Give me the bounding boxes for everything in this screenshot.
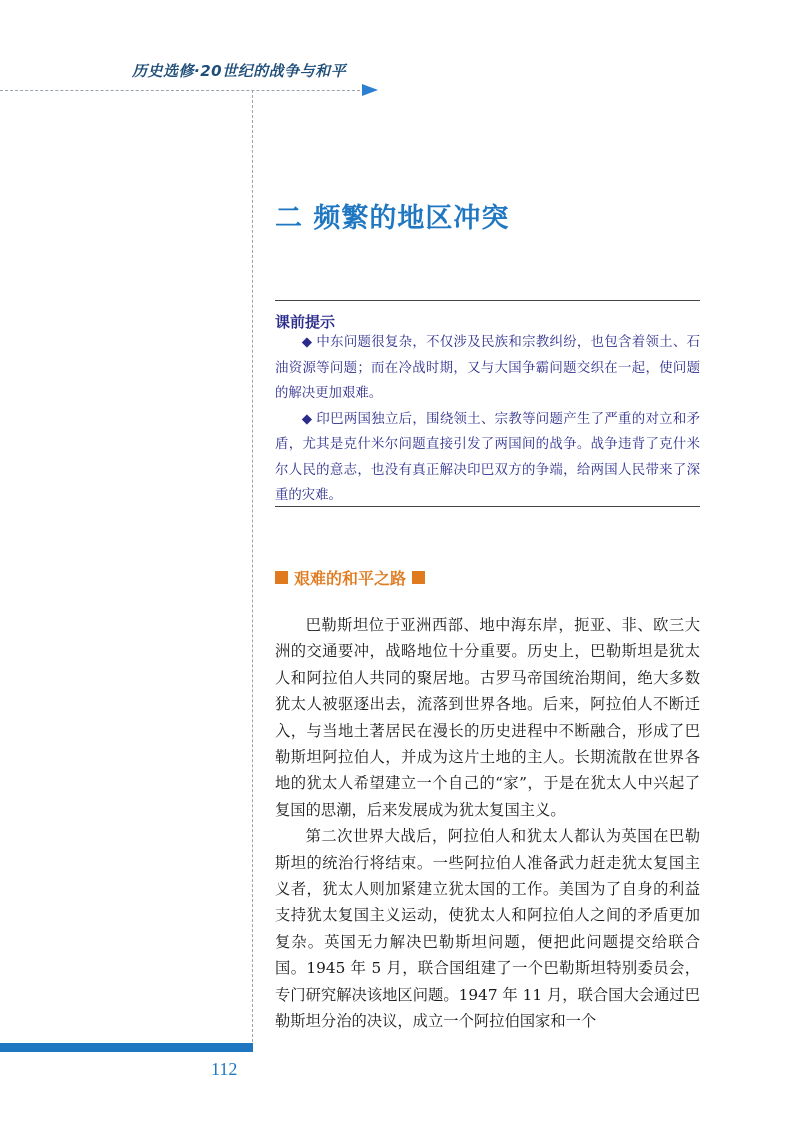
margin-dashed-rule [252, 90, 253, 1042]
section-heading-text: 艰难的和平之路 [294, 569, 407, 588]
tips-item [275, 330, 700, 407]
body-paragraph: 第二次世界大战后，阿拉伯人和犹太人都认为英国在巴勒斯坦的统治行将结束。一些阿拉伯人准备武力赶走犹太复国主义者，犹太人则加紧建立犹太国的工作。美国为了自身的利益支持犹太复国主义运动，使犹太人和阿拉伯人之间的矛盾更加复杂。英国无力解决巴勒斯坦问题，便把此问题提交给联合国。1945 年 5 月，联合国组建了一个巴勒斯坦特别委员会，专门研究解决该地区问题。1947 年 11 月，联合国大会通过巴勒斯坦分治的决议，成立一个阿拉伯国家和一个 [275, 827, 700, 1031]
body-paragraph: 巴勒斯坦位于亚洲西部、地中海东岸，扼亚、非、欧三大洲的交通要冲，战略地位十分重要。历史上，巴勒斯坦是犹太人和阿拉伯人共同的聚居地。古罗马帝国统治期间，绝大多数犹太人被驱逐出去，流落到世界各地。后来，阿拉伯人不断迁入，与当地土著居民在漫长的历史进程中不断融合，形成了巴勒斯坦阿拉伯人，并成为这片土地的主人。长期流散在世界各地的犹太人希望建立一个自己的“家”，于是在犹太人中兴起了复国的思潮，后来发展成为犹太复国主义。 [275, 616, 700, 819]
section-heading [275, 566, 425, 589]
tips-top-divider [275, 300, 700, 301]
header-arrow-icon [362, 84, 378, 96]
diamond-bullet-icon: ◆ [301, 411, 313, 427]
running-header-title: 历史选修·20世纪的战争与和平 [132, 62, 347, 80]
chapter-title: 二 频繁的地区冲突 [275, 203, 510, 234]
square-marker-icon [275, 571, 288, 584]
tips-heading: 课前提示 [275, 313, 336, 331]
diamond-bullet-icon: ◆ [301, 335, 313, 350]
body-text [275, 612, 700, 1035]
tips-item-text: 中东问题很复杂，不仅涉及民族和宗教纠纷，也包含着领土、石油资源等问题；而在冷战时期，又与大国争霸问题交织在一起，使问题的解决更加艰难。 [275, 335, 700, 401]
page-number: 112 [211, 1059, 238, 1079]
footer-bar [0, 1043, 253, 1052]
tips-item [275, 407, 700, 509]
tips-box [275, 330, 700, 509]
header-dashed-rule [0, 90, 370, 91]
tips-bottom-divider [275, 506, 700, 507]
square-marker-icon [412, 571, 425, 584]
tips-item-text: 印巴两国独立后，围绕领土、宗教等问题产生了严重的对立和矛盾，尤其是克什米尔问题直接引发了两国间的战争。战争违背了克什米尔人民的意志，也没有真正解决印巴双方的争端，给两国人民带来了深重的灾难。 [275, 411, 700, 503]
